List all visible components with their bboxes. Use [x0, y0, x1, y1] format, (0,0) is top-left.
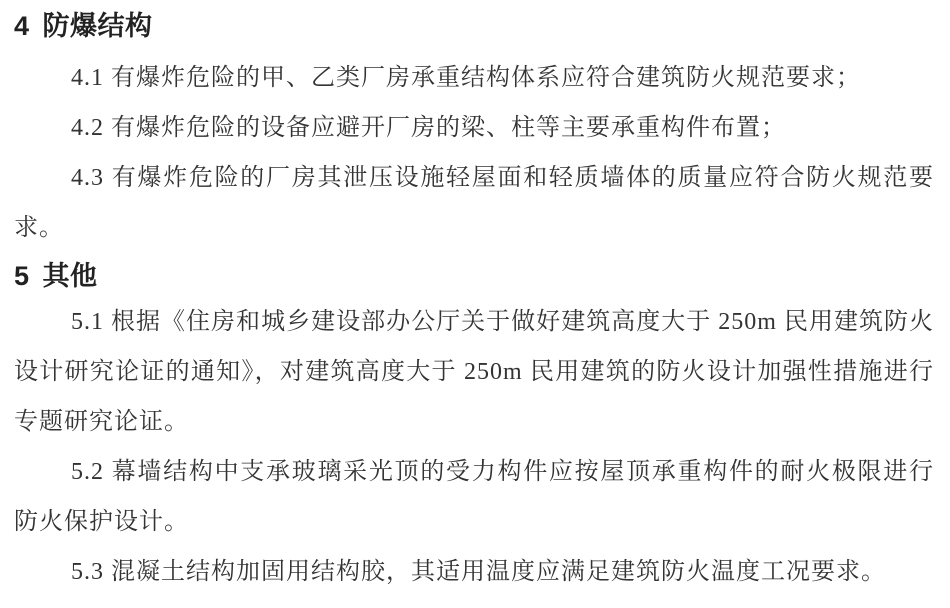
clause-5-3: 5.3 混凝土结构加固用结构胶，其适用温度应满足建筑防火温度工况要求。 — [71, 559, 886, 585]
section-5-heading — [14, 260, 934, 292]
clause-4-1: 4.1 有爆炸危险的甲、乙类厂房承重结构体系应符合建筑防火规范要求； — [71, 65, 861, 91]
section-4-title: 防爆结构 — [42, 11, 153, 41]
clause-5-1: 5.1 根据《住房和城乡建设部办公厅关于做好建筑高度大于 250m 民用建筑防火设计研究论证的通知》，对建筑高度大于 250m 民用建筑的防火设计加强性措施进行专题研究论证。 — [14, 309, 934, 435]
clause-4-3: 4.3 有爆炸危险的厂房其泄压设施轻屋面和轻质墙体的质量应符合防火规范要求。 — [14, 165, 934, 241]
clause-5-2: 5.2 幕墙结构中支承玻璃采光顶的受力构件应按屋顶承重构件的耐火极限进行防火保护设计。 — [14, 459, 934, 535]
section-5-title: 其他 — [42, 261, 98, 291]
section-5-number: 5 — [14, 261, 30, 291]
clause-4-2: 4.2 有爆炸危险的设备应避开厂房的梁、柱等主要承重构件布置； — [71, 115, 786, 141]
section-4-heading — [14, 10, 934, 42]
section-4-number: 4 — [14, 11, 30, 41]
